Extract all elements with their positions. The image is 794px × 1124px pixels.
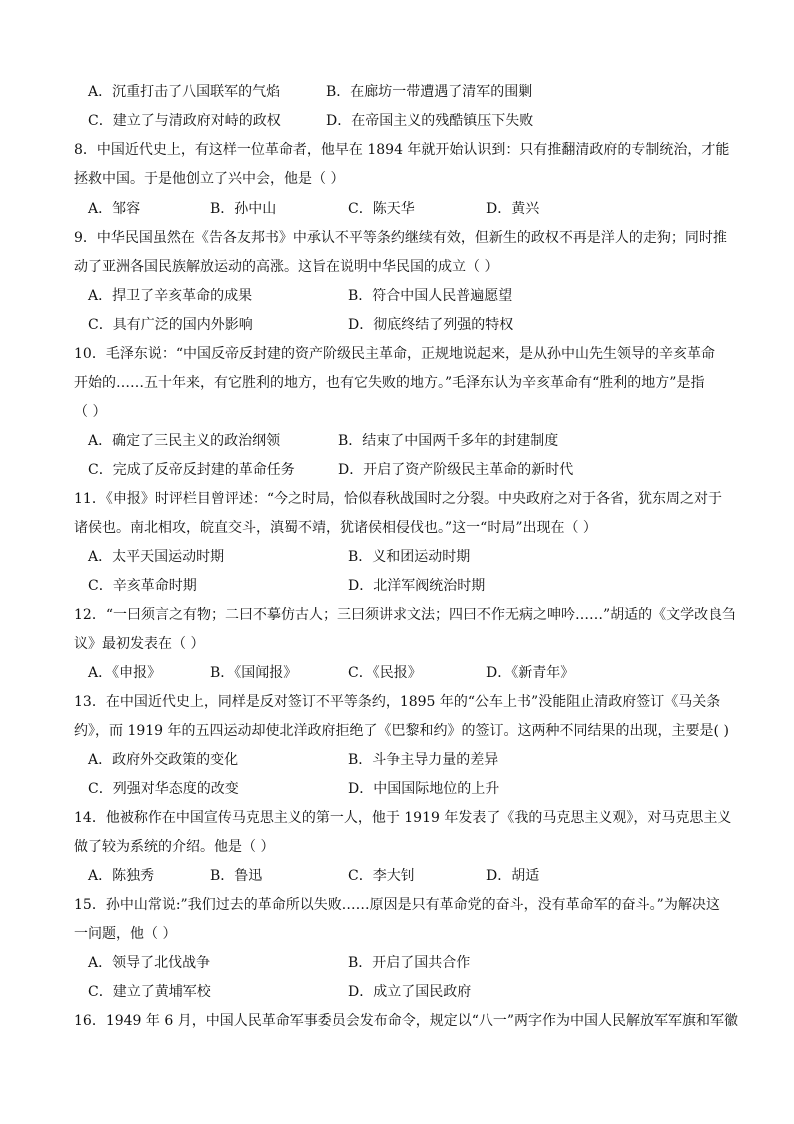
q13-option-c: C．列强对华态度的改变 [88,781,239,797]
q7-option-c: C．建立了与清政府对峙的政权 [88,113,281,129]
q9-stem-line2: 动了亚洲各国民族解放运动的高涨。这旨在说明中华民国的成立（ ） [74,259,499,275]
q10-option-a: A．确定了三民主义的政治纲领 [88,433,281,449]
q9-option-a: A．捍卫了辛亥革命的成果 [88,288,253,304]
q13-option-d: D．中国国际地位的上升 [348,781,500,797]
q8-stem-line2: 拯救中国。于是他创立了兴中会，他是（ ） [74,171,345,187]
q12-option-b: B．《国闻报》 [210,665,298,681]
q12-option-c: C．《民报》 [348,665,422,681]
q10-option-b: B．结束了中国两千多年的封建制度 [338,433,559,449]
q11-stem-line2: 诸侯也。南北相攻，皖直交斗，滇蜀不靖，犹诸侯相侵伐也。”这一“时局”出现在（ ） [74,520,597,536]
q12-option-d: D．《新青年》 [486,665,575,681]
q10-stem-line2: 开始的……五十年来，有它胜利的地方，也有它失败的地方。”毛泽东认为辛亥革命有“胜利的地方”是指 [74,375,705,391]
q9-option-d: D．彻底终结了列强的特权 [348,317,514,333]
q13-stem-line1: 13．在中国近代史上，同样是反对签订不平等条约，1895 年的“公车上书”没能阻止清政府签订《马关条 [74,694,721,710]
q14-option-d: D．胡适 [486,868,540,884]
q7-option-b: B．在廊坊一带遭遇了清军的围剿 [326,84,533,100]
q14-option-c: C．李大钊 [348,868,415,884]
q12-stem-line1: 12．“一曰须言之有物；二曰不摹仿古人；三曰须讲求文法；四曰不作无病之呻吟……”胡适的《文学改良刍 [74,607,737,623]
q12-option-a: A．《申报》 [88,665,162,681]
q11-option-c: C．辛亥革命时期 [88,578,197,594]
q15-option-a: A．领导了北伐战争 [88,955,211,971]
q8-option-d: D．黄兴 [486,201,540,217]
q8-option-b: B．孙中山 [210,201,277,217]
q10-stem-line3: （ ） [74,404,107,420]
q8-option-a: A．邹容 [88,201,141,217]
q8-stem-line1: 8．中国近代史上，有这样一位革命者，他早在 1894 年就开始认识到：只有推翻清政府的专制统治，才能 [74,142,730,158]
q11-option-b: B．义和团运动时期 [348,549,471,565]
q9-option-c: C．具有广泛的国内外影响 [88,317,253,333]
q15-stem-line1: 15．孙中山常说:”我们过去的革命所以失败……原因是只有革命党的奋斗，没有革命军的奋斗。”为解决这 [74,897,720,913]
q15-option-d: D．成立了国民政府 [348,984,472,1000]
q15-stem-line2: 一问题，他（ ） [74,926,177,942]
q10-stem-line1: 10．毛泽东说：“中国反帝反封建的资产阶级民主革命，正规地说起来，是从孙中山先生领导的辛亥革命 [74,346,715,362]
q11-option-a: A．太平天国运动时期 [88,549,225,565]
q16-stem-line1: 16．1949 年 6 月，中国人民革命军事委员会发布命令，规定以“八一”两字作为中国人民解放军军旗和军徽 [74,1013,739,1029]
q10-option-d: D．开启了资产阶级民主革命的新时代 [338,462,574,478]
q15-option-b: B．开启了国共合作 [348,955,471,971]
q11-stem-line1: 11．《申报》时评栏目曾评述：“今之时局，恰似春秋战国时之分裂。中央政府之对于各省，犹东周之对于 [74,491,722,507]
q13-stem-line2: 约》，而 1919 年的五四运动却使北洋政府拒绝了《巴黎和约》的签订。这两种不同结果的出现，主要是( ) [74,723,729,739]
q11-option-d: D．北洋军阀统治时期 [348,578,486,594]
q9-stem-line1: 9．中华民国虽然在《告各友邦书》中承认不平等条约继续有效，但新生的政权不再是洋人的走狗；同时推 [74,230,727,246]
q14-stem-line1: 14．他被称作在中国宣传马克思主义的第一人，他于 1919 年发表了《我的马克思主义观》，对马克思主义 [74,810,732,826]
q8-option-c: C．陈天华 [348,201,415,217]
q14-option-a: A．陈独秀 [88,868,155,884]
q15-option-c: C．建立了黄埔军校 [88,984,211,1000]
q14-stem-line2: 做了较为系统的介绍。他是（ ） [74,839,275,855]
q10-option-c: C．完成了反帝反封建的革命任务 [88,462,295,478]
q14-option-b: B．鲁迅 [210,868,263,884]
q12-stem-line2: 议》最初发表在（ ） [74,636,205,652]
q9-option-b: B．符合中国人民普遍愿望 [348,288,513,304]
q7-option-d: D．在帝国主义的残酷镇压下失败 [326,113,534,129]
q7-option-a: A．沉重打击了八国联军的气焰 [88,84,281,100]
q13-option-a: A．政府外交政策的变化 [88,752,239,768]
q13-option-b: B．斗争主导力量的差异 [348,752,499,768]
